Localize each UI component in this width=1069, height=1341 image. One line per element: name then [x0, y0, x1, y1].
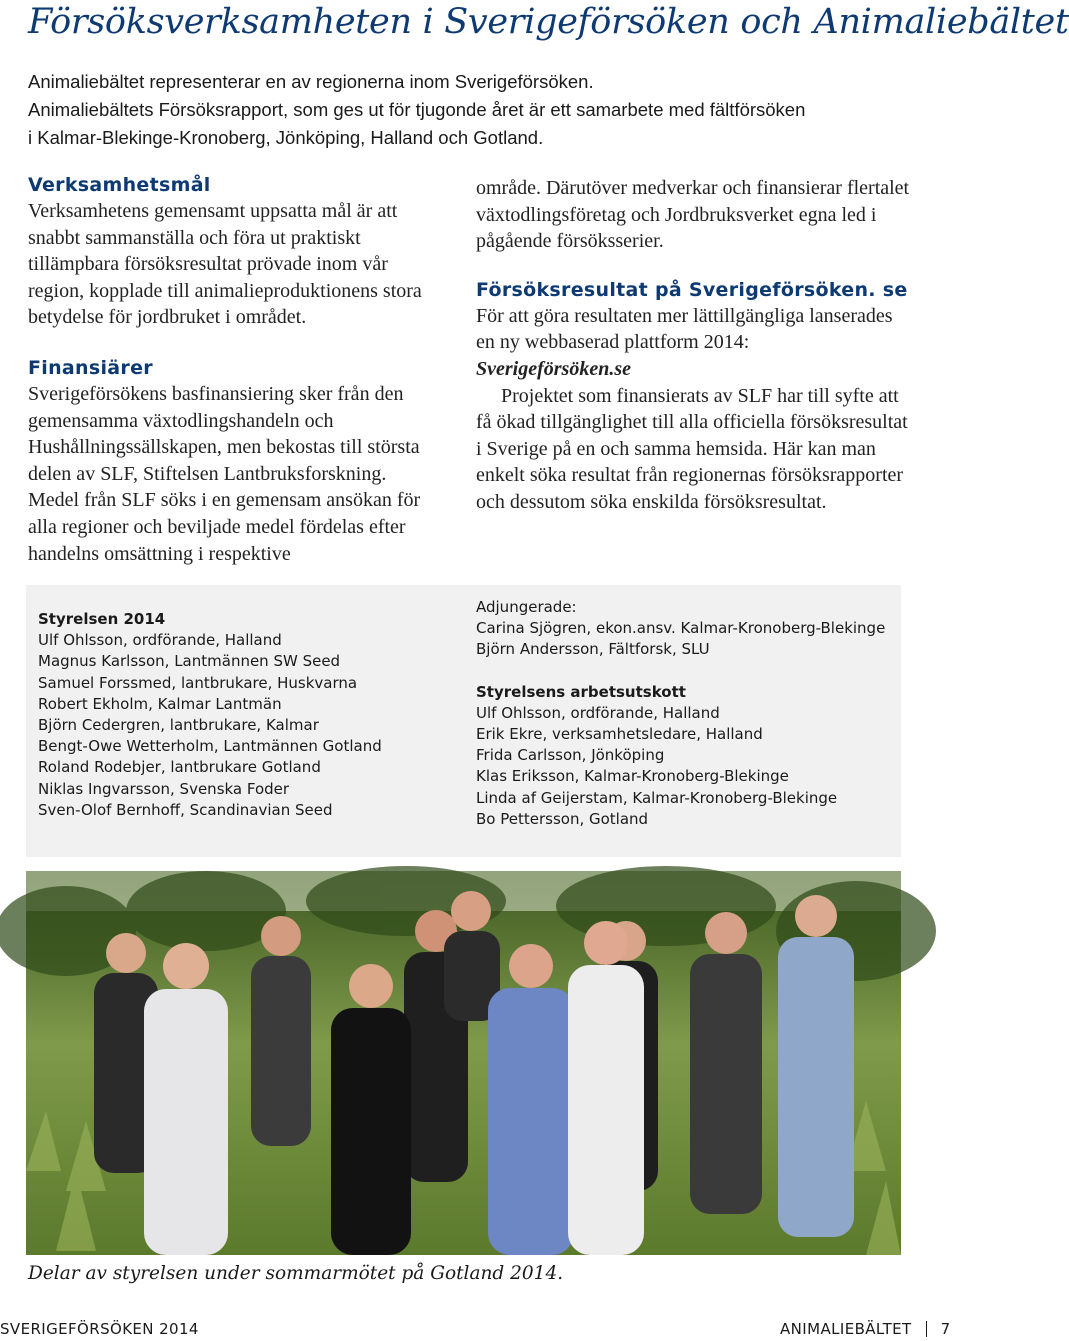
board-member: Robert Ekholm, Kalmar Lantmän: [38, 694, 282, 713]
paragraph-finansiarer: Sverigeförsökens basfinansiering sker från den gemensamma växtodlingshandeln och Hushållningssällskapen, men bekostas till största delen av SLF, Stiftelsen Lantbruksforskning. Medel från SLF söks i en gemensam ansökan för alla regioner och beviljade medel fördelas efter handelns omsättning i respektive: [28, 382, 421, 565]
section-heading-finansiarer: Finansiärer: [28, 356, 153, 379]
adjunct-heading: Adjungerade:: [476, 598, 577, 616]
footer-publication: SVERIGEFÖRSÖKEN 2014: [0, 1320, 199, 1338]
page-title: Försöksverksamheten i Sverigeförsöken och Animaliebältet: [28, 2, 1069, 42]
board-member: Samuel Forssmed, lantbrukare, Huskvarna: [38, 673, 358, 692]
adjunct-member: Björn Andersson, Fältforsk, SLU: [476, 640, 710, 659]
intro-text: [28, 68, 908, 152]
committee-member: Linda af Geijerstam, Kalmar-Kronoberg-Blekinge: [476, 788, 838, 807]
committee-member: Bo Pettersson, Gotland: [476, 809, 649, 828]
intro-line: i Kalmar-Blekinge-Kronoberg, Jönköping, Halland och Gotland.: [28, 127, 544, 148]
footer-section: [780, 1320, 951, 1338]
page-number: 7: [940, 1320, 951, 1338]
board-member: Bengt-Owe Wetterholm, Lantmännen Gotland: [38, 737, 382, 756]
section-heading-forsoksresultat: Försöksresultat på Sverigeförsöken. se: [476, 278, 908, 301]
board-member: Björn Cedergren, lantbrukare, Kalmar: [38, 716, 319, 735]
committee-member: Ulf Ohlsson, ordförande, Halland: [476, 703, 720, 722]
photo-caption: Delar av styrelsen under sommarmötet på Gotland 2014.: [28, 1263, 564, 1284]
committee-member: Erik Ekre, verksamhetsledare, Halland: [476, 725, 763, 744]
board-heading: Styrelsen 2014: [38, 610, 166, 628]
board-member: Magnus Karlsson, Lantmännen SW Seed: [38, 652, 341, 671]
paragraph-continuation: område. Därutöver medverkar och finansierar flertalet växtodlingsföretag och Jordbruksverket egna led i pågående försöksserier.: [476, 177, 910, 253]
board-member: Roland Rodebjer, lantbrukare Gotland: [38, 758, 321, 777]
adjunct-member: Carina Sjögren, ekon.ansv. Kalmar-Kronoberg-Blekinge: [476, 619, 886, 638]
section-heading-verksamhetsmal: Verksamhetsmål: [28, 174, 211, 196]
footer-divider: [926, 1321, 927, 1337]
committee-heading: Styrelsens arbetsutskott: [476, 682, 686, 701]
board-member: Sven-Olof Bernhoff, Scandinavian Seed: [38, 800, 333, 819]
paragraph-project: Projektet som finansierats av SLF har till syfte att få ökad tillgänglighet till alla officiella försöksresultat i Sverige på en och samma hemsida. Här kan man enkelt söka resultat från regionernas försöksrapporter och dessutom söka enskilda försöksresultat.: [476, 384, 908, 513]
paragraph-verksamhetsmal: Verksamhetens gemensamt uppsatta mål är att snabbt sammanställa och föra ut praktiskt tillämpbara försöksresultat prövade inom vår region, kopplade till animalieproduktionens stora betydelse för jordbruket i området.: [28, 200, 422, 329]
right-column: [476, 175, 916, 516]
intro-line: Animaliebältets Försöksrapport, som ges ut för tjugonde året är ett samarbete med fältförsöken: [28, 99, 806, 120]
adjunct-and-committee: [476, 597, 896, 830]
left-column: [28, 172, 424, 567]
group-photo: [26, 871, 901, 1255]
board-member: Niklas Ingvarsson, Svenska Foder: [38, 779, 290, 798]
paragraph-platform: För att göra resultaten mer lättillgängliga lanserades en ny webbaserad plattform 2014:: [476, 304, 893, 354]
intro-line: Animaliebältet representerar en av regionerna inom Sverigeförsöken.: [28, 71, 594, 92]
committee-member: Klas Eriksson, Kalmar-Kronoberg-Blekinge: [476, 767, 789, 786]
board-member: Ulf Ohlsson, ordförande, Halland: [38, 631, 282, 650]
committee-member: Frida Carlsson, Jönköping: [476, 746, 665, 765]
footer-section-label: ANIMALIEBÄLTET: [780, 1320, 912, 1338]
website-link[interactable]: Sverigeförsöken.se: [476, 357, 631, 380]
board-list: [38, 609, 458, 821]
